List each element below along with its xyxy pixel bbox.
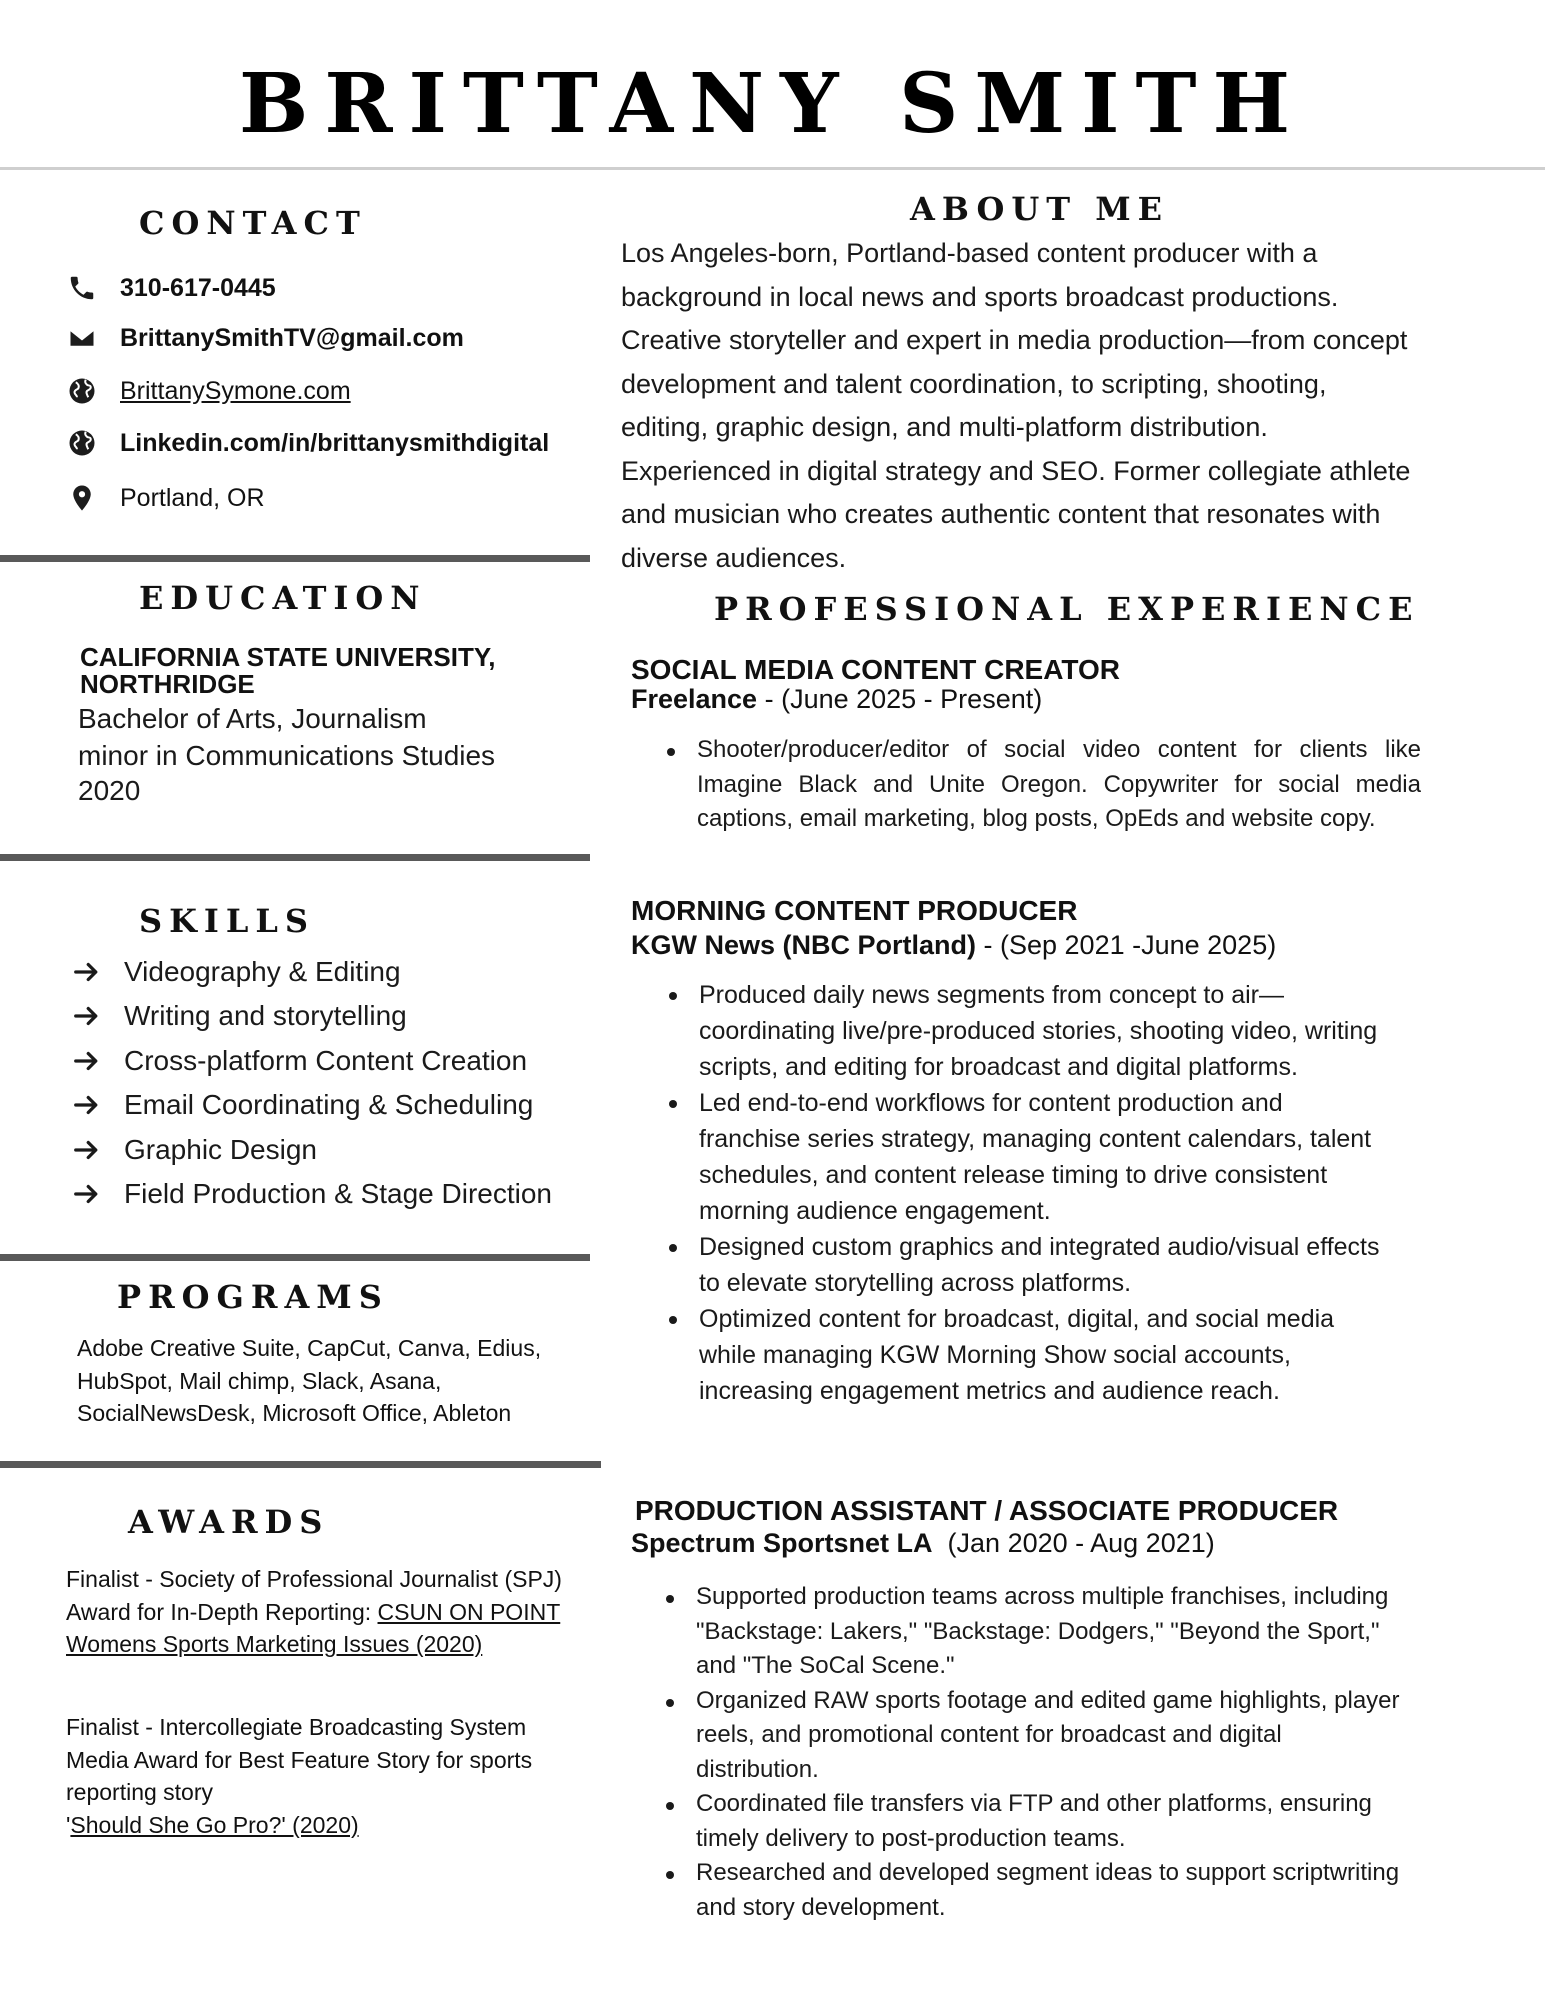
section-divider xyxy=(0,1254,590,1261)
location-pin-icon xyxy=(62,478,102,518)
arrow-right-icon xyxy=(72,1179,106,1209)
experience-heading: PROFESSIONAL EXPERIENCE xyxy=(714,590,1420,628)
award-link[interactable]: CSUN ON POINT Womens Sports Marketing Issues (2020) xyxy=(66,1598,561,1657)
contact-heading: CONTACT xyxy=(139,204,367,242)
arrow-right-icon xyxy=(72,957,106,987)
award-link[interactable]: Should She Go Pro?' (2020) xyxy=(70,1811,359,1838)
website-link[interactable]: BrittanySymone.com xyxy=(120,376,351,405)
list-item: Researched and developed segment ideas to support scriptwriting and story development. xyxy=(696,1856,1406,1925)
contact-linkedin xyxy=(62,423,549,463)
arrow-right-icon xyxy=(72,1001,106,1031)
arrow-right-icon xyxy=(72,1135,106,1165)
contact-phone xyxy=(62,268,276,308)
skill-item xyxy=(72,952,401,992)
job-company: KGW News (NBC Portland) xyxy=(631,930,977,960)
skills-heading: SKILLS xyxy=(139,902,315,940)
arrow-right-icon xyxy=(72,1046,106,1076)
skill-item xyxy=(72,1130,317,1170)
job-dates: - (June 2025 - Present) xyxy=(757,684,1043,714)
linkedin-link[interactable]: Linkedin.com/in/brittanysmithdigital xyxy=(120,428,550,457)
job-bullets xyxy=(699,977,1389,1409)
contact-location xyxy=(62,478,265,518)
job-bullets xyxy=(697,733,1421,837)
job-company-line xyxy=(631,930,1276,961)
arrow-right-icon xyxy=(72,1090,106,1120)
about-heading: ABOUT ME xyxy=(910,190,1170,228)
envelope-icon xyxy=(62,318,102,358)
section-divider xyxy=(0,854,590,861)
skill-label: Field Production & Stage Direction xyxy=(124,1178,552,1209)
job-company-line xyxy=(631,684,1042,715)
header-divider xyxy=(0,167,1545,170)
programs-list: Adobe Creative Suite, CapCut, Canva, Edius, HubSpot, Mail chimp, Slack, Asana, SocialNewsDesk, Microsoft Office, Ableton xyxy=(77,1335,542,1426)
globe-icon xyxy=(62,423,102,463)
job-company: Freelance xyxy=(631,684,758,714)
list-item: Shooter/producer/editor of social video content for clients like Imagine Black and Unite Oregon. Copywriter for social media captions, email marketing, blog posts, OpEds and website copy. xyxy=(697,733,1421,837)
globe-icon xyxy=(62,371,102,411)
list-item: Optimized content for broadcast, digital, and social media while managing KGW Morning Show social accounts, increasing engagement metrics and audience reach. xyxy=(699,1301,1389,1409)
programs-heading: PROGRAMS xyxy=(117,1278,389,1316)
list-item: Supported production teams across multiple franchises, including "Backstage: Lakers," "Backstage: Dodgers," "Beyond the Sport," and "The SoCal Scene." xyxy=(696,1580,1406,1684)
section-divider xyxy=(0,555,590,562)
list-item: Led end-to-end workflows for content production and franchise series strategy, managing content calendars, talent schedules, and content release timing to drive consistent morning audience engagement. xyxy=(699,1085,1389,1229)
skill-item xyxy=(72,1174,552,1214)
contact-website xyxy=(62,371,351,411)
awards-heading: AWARDS xyxy=(128,1503,330,1541)
about-text: Los Angeles-born, Portland-based content producer with a background in local news and sports broadcast productions. Creative storyteller and expert in media production—from concept development and talent coordination, to scripting, shooting, editing, graphic design, and multi-platform distribution. Experienced in digital strategy and SEO. Former collegiate athlete and musician who creates authentic content that resonates with diverse audiences. xyxy=(621,238,1411,573)
skill-label: Cross-platform Content Creation xyxy=(124,1045,528,1076)
job-dates: - (Sep 2021 -June 2025) xyxy=(976,930,1277,960)
section-divider xyxy=(0,1461,601,1468)
skill-item xyxy=(72,996,407,1036)
phone-number: 310-617-0445 xyxy=(120,273,276,302)
skill-label: Email Coordinating & Scheduling xyxy=(124,1089,534,1120)
job-company: Spectrum Sportsnet LA xyxy=(631,1528,933,1558)
phone-icon xyxy=(62,268,102,308)
skill-item xyxy=(72,1041,527,1081)
skill-label: Graphic Design xyxy=(124,1134,317,1165)
skill-item xyxy=(72,1085,533,1125)
list-item: Produced daily news segments from concept to air—coordinating live/pre-produced stories, shooting video, writing scripts, and editing for broadcast and digital platforms. xyxy=(699,977,1389,1085)
award-description: Finalist - Intercollegiate Broadcasting System Media Award for Best Feature Story for sports reporting story xyxy=(66,1714,533,1805)
minor: minor in Communications Studies xyxy=(78,740,496,771)
degree: Bachelor of Arts, Journalism xyxy=(78,703,427,734)
list-item: Designed custom graphics and integrated audio/visual effects to elevate storytelling across platforms. xyxy=(699,1229,1389,1301)
job-bullets xyxy=(696,1580,1406,1925)
education-heading: EDUCATION xyxy=(139,579,427,617)
job-dates: (Jan 2020 - Aug 2021) xyxy=(932,1528,1215,1558)
award-item xyxy=(66,1711,586,1841)
resume-name: BRITTANY SMITH xyxy=(239,56,1306,152)
award-description: Finalist - Society of Professional Journalist (SPJ) Award for In-Depth Reporting: xyxy=(66,1566,562,1625)
contact-email xyxy=(62,318,464,358)
job-title: PRODUCTION ASSISTANT / ASSOCIATE PRODUCER xyxy=(635,1495,1339,1526)
email-link[interactable]: BrittanySmithTV@gmail.com xyxy=(120,323,464,352)
skill-label: Writing and storytelling xyxy=(124,1000,407,1031)
school-name: CALIFORNIA STATE UNIVERSITY, NORTHRIDGE xyxy=(80,642,496,699)
graduation-year: 2020 xyxy=(78,775,141,806)
job-company-line xyxy=(631,1528,1215,1559)
list-item: Organized RAW sports footage and edited game highlights, player reels, and promotional content for broadcast and digital distribution. xyxy=(696,1684,1406,1788)
skill-label: Videography & Editing xyxy=(124,956,401,987)
award-item xyxy=(66,1563,586,1661)
list-item: Coordinated file transfers via FTP and other platforms, ensuring timely delivery to post-production teams. xyxy=(696,1787,1406,1856)
job-title: MORNING CONTENT PRODUCER xyxy=(631,895,1078,926)
job-title: SOCIAL MEDIA CONTENT CREATOR xyxy=(631,654,1120,685)
award-prefix: ' xyxy=(66,1811,71,1838)
location-text: Portland, OR xyxy=(120,483,265,512)
